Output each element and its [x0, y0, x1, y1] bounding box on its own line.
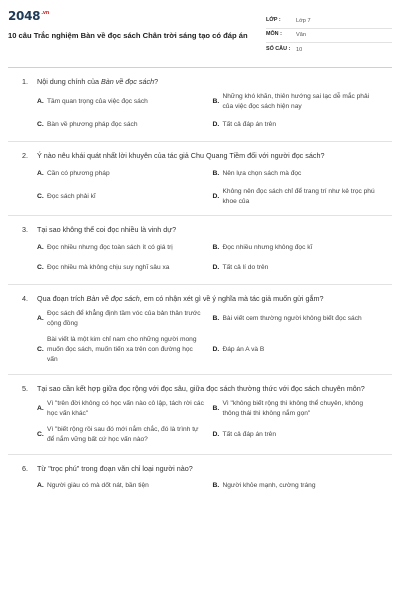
question-number: 3.	[22, 225, 28, 235]
answer-letter: C.	[37, 121, 44, 129]
answer-letter: B.	[212, 482, 220, 490]
answer-option-b[interactable]	[213, 399, 381, 419]
document-title: 10 câu Trắc nghiệm Bàn về đọc sách Chân trời sáng tạo có đáp án	[8, 31, 248, 40]
answer-options	[22, 479, 380, 493]
question-6	[8, 455, 392, 502]
answer-option-a[interactable]	[37, 399, 205, 419]
answer-text: Vì "trên đời không có học vấn nào cô lập, tách rời các học vấn khác"	[47, 400, 204, 418]
question-work-title: Bàn về đọc sách	[100, 77, 155, 86]
answer-text: Tất cả đáp án trên	[222, 121, 277, 129]
answer-letter: A.	[37, 169, 44, 177]
answer-text: Đáp án A và B	[222, 345, 265, 353]
answer-options	[22, 241, 380, 275]
meta-value: Văn	[296, 32, 306, 39]
answer-letter: A.	[37, 98, 44, 106]
question-body	[37, 294, 380, 304]
header-left	[8, 10, 256, 67]
question-text	[22, 384, 380, 394]
answer-letter: D.	[212, 346, 220, 353]
answer-text: Đọc nhiều mà không chịu suy nghĩ sâu xa	[47, 263, 170, 271]
answer-letter: B.	[212, 98, 220, 106]
answer-option-d[interactable]	[213, 118, 381, 132]
answer-letter: B.	[212, 405, 220, 413]
answer-option-a[interactable]	[37, 309, 205, 329]
answer-option-c[interactable]	[37, 187, 205, 207]
answer-letter: A.	[37, 482, 44, 490]
answer-text: Tầm quan trọng của việc đọc sách	[47, 98, 148, 106]
question-text-part: Nội dung chính của	[37, 77, 101, 86]
answer-option-c[interactable]	[37, 425, 205, 445]
answer-text: Cần có phương pháp	[47, 169, 110, 177]
question-body: Từ "trọc phú" trong đoạn văn chỉ loại người nào?	[37, 463, 193, 473]
answer-option-d[interactable]	[213, 187, 381, 207]
answer-text: Bài viết là một kim chỉ nam cho những người mong muốn đọc sách, muốn tiến xa trên con đường học vấn	[47, 336, 197, 363]
question-1	[8, 68, 392, 142]
question-text	[22, 151, 380, 161]
answer-letter: D.	[212, 192, 220, 200]
question-body: Tại sao cần kết hợp giữa đọc rộng với đọc sâu, giữa đọc sách thường thức với đọc sách chuyên môn?	[37, 383, 365, 393]
question-text	[22, 294, 380, 304]
meta-label: LỚP :	[266, 16, 281, 23]
question-number: 6.	[22, 463, 28, 473]
meta-row-class	[266, 14, 392, 29]
meta-label: MÔN :	[266, 31, 282, 38]
question-3	[8, 216, 392, 284]
meta-value: 10	[296, 47, 303, 54]
answer-option-b[interactable]	[213, 167, 381, 181]
question-body: Ý nào nêu khái quát nhất lời khuyên của tác giả Chu Quang Tiềm đối với người đọc sách?	[37, 151, 325, 161]
answer-options	[22, 399, 380, 445]
answer-letter: A.	[37, 405, 44, 413]
answer-letter: A.	[37, 243, 44, 251]
answer-options	[22, 167, 380, 207]
question-text	[22, 77, 380, 87]
answer-letter: D.	[212, 430, 220, 438]
answer-letter: C.	[37, 192, 44, 200]
answer-option-a[interactable]	[37, 241, 205, 255]
answer-letter: D.	[212, 263, 220, 271]
question-work-title: Bàn về đọc sách	[86, 293, 140, 303]
site-logo[interactable]	[8, 10, 256, 22]
answer-option-b[interactable]	[213, 479, 381, 493]
answer-text: Tất cả đáp án trên	[222, 430, 277, 438]
answer-option-a[interactable]	[37, 167, 205, 181]
question-2	[8, 142, 392, 216]
answer-text: Người khỏe mạnh, cường tráng	[222, 482, 316, 490]
question-text	[22, 464, 380, 474]
answer-option-d[interactable]	[213, 261, 381, 275]
answer-text: Đọc sách để khẳng định tầm vóc của bản thân trước cộng đồng	[47, 310, 201, 328]
answer-text: Đọc nhiều nhưng đọc toàn sách ít có giá trị	[47, 243, 173, 251]
answer-options	[22, 309, 380, 364]
meta-row-subject	[266, 29, 392, 44]
logo-suffix: .vn	[41, 10, 50, 16]
answer-text: Đọc sách phải kĩ	[47, 192, 96, 200]
answer-option-b[interactable]	[213, 309, 381, 329]
question-text-part: , em có nhận xét gì về ý nghĩa mà tác giả muốn gửi gắm?	[139, 293, 324, 303]
answer-letter: D.	[212, 121, 220, 129]
meta-table	[266, 14, 392, 67]
meta-label: SỐ CÂU :	[266, 46, 291, 53]
answer-text: Không nên đọc sách chỉ để trang trí như kẻ trọc phú khoe của	[222, 187, 375, 205]
answer-option-b[interactable]	[213, 241, 381, 255]
question-body: Tại sao không thể coi đọc nhiều là vinh dự?	[37, 225, 177, 235]
answer-letter: C.	[37, 430, 44, 438]
answer-letter: C.	[37, 263, 44, 271]
answer-text: Vì "không biết rộng thì không thể chuyên, không thông thái thì không nắm gọn"	[222, 400, 364, 418]
question-number: 5.	[22, 383, 28, 393]
question-number: 2.	[22, 151, 28, 161]
answer-option-d[interactable]	[213, 335, 381, 365]
answer-option-c[interactable]	[37, 261, 205, 275]
answer-letter: C.	[37, 346, 44, 353]
question-text-part: ?	[154, 77, 159, 86]
answer-text: Vì "biết rộng rồi sau đó mới nắm chắc, đó là trình tự để nắm vững bất cứ học vấn nào?	[47, 425, 199, 443]
question-body	[37, 77, 380, 87]
answer-letter: B.	[212, 315, 220, 323]
answer-option-c[interactable]	[37, 335, 205, 365]
answer-option-b[interactable]	[213, 92, 381, 112]
answer-text: Nên lựa chọn sách mà đọc	[222, 169, 302, 177]
question-number: 1.	[22, 77, 28, 86]
answer-option-a[interactable]	[37, 92, 205, 112]
answer-letter: A.	[37, 315, 44, 323]
meta-value: Lớp 7	[296, 17, 311, 24]
question-number: 4.	[22, 293, 28, 303]
meta-row-count	[266, 43, 392, 58]
answer-option-a[interactable]	[37, 479, 205, 493]
answer-letter: B.	[212, 243, 220, 251]
question-4	[8, 285, 392, 375]
answer-option-c[interactable]	[37, 118, 205, 132]
document-header	[8, 0, 392, 68]
answer-text: Tất cả lí do trên	[222, 263, 269, 271]
question-text-part: Qua đoạn trích	[37, 293, 87, 303]
answer-text: Bài viết cem thường người không biết đọc sách	[222, 315, 362, 323]
answer-options	[22, 92, 380, 132]
question-5	[8, 375, 392, 455]
answer-text: Bàn về phương pháp đọc sách	[47, 121, 138, 129]
answer-option-d[interactable]	[213, 425, 381, 445]
question-text	[22, 225, 380, 235]
answer-text: Đọc nhiều nhưng không đọc kĩ	[222, 243, 313, 251]
answer-text: Những khó khăn, thiên hướng sai lạc dễ mắc phải của việc đọc sách hiện nay	[222, 93, 370, 111]
answer-letter: B.	[212, 169, 220, 177]
answer-text: Người giàu có mà dốt nát, bần tiện	[47, 482, 149, 490]
logo-main: 2048	[8, 9, 41, 23]
